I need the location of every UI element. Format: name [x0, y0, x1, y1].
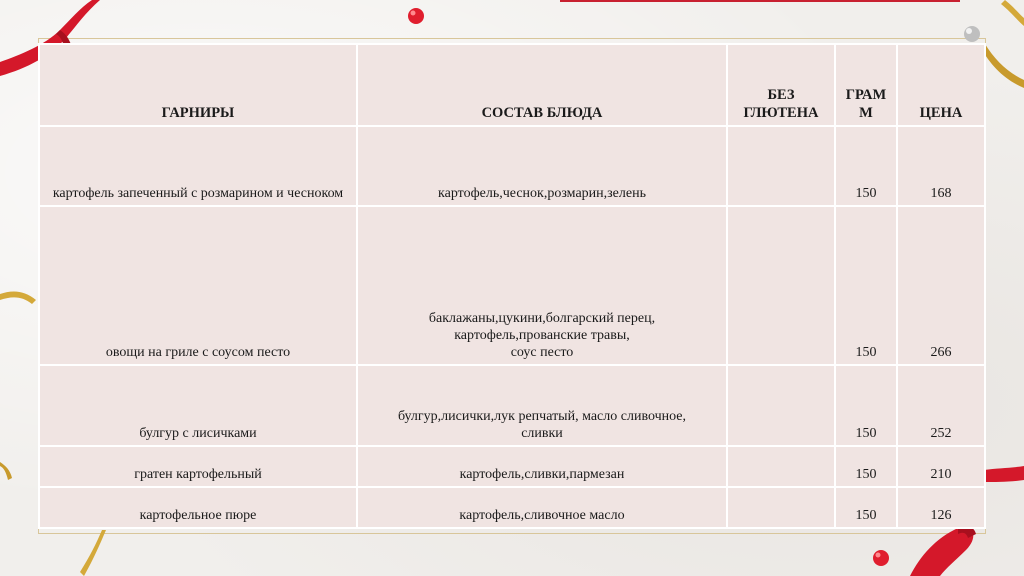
- dish-name: овощи на гриле с соусом песто: [39, 206, 357, 365]
- table-row: [39, 446, 985, 487]
- top-red-line: [560, 0, 960, 4]
- dish-price: 266: [897, 206, 985, 365]
- table-row: [39, 126, 985, 206]
- dish-grams: 150: [835, 126, 897, 206]
- dish-composition: булгур,лисички,лук репчатый, масло сливочное, сливки: [357, 365, 727, 446]
- table-row: [39, 487, 985, 528]
- header-gluten-free: БЕЗ ГЛЮТЕНА: [727, 44, 835, 126]
- dish-grams: 150: [835, 487, 897, 528]
- dish-composition: баклажаны,цукини,болгарский перец, картофель,прованские травы, соус песто: [357, 206, 727, 365]
- dish-gluten-free: [727, 126, 835, 206]
- menu-table: [38, 43, 986, 529]
- dish-gluten-free: [727, 487, 835, 528]
- gold-ribbon-bottom-icon: [80, 530, 110, 576]
- header-price: ЦЕНА: [897, 44, 985, 126]
- table-row: [39, 206, 985, 365]
- dish-name: гратен картофельный: [39, 446, 357, 487]
- dish-price: 168: [897, 126, 985, 206]
- header-grams: ГРАМ М: [835, 44, 897, 126]
- dish-gluten-free: [727, 446, 835, 487]
- gold-ribbon-left-lower-icon: [0, 458, 16, 482]
- table-header-row: [39, 44, 985, 126]
- dish-price: 210: [897, 446, 985, 487]
- header-composition: СОСТАВ БЛЮДА: [357, 44, 727, 126]
- dish-name: картофель запеченный с розмарином и чесноком: [39, 126, 357, 206]
- dish-name: картофельное пюре: [39, 487, 357, 528]
- dish-gluten-free: [727, 365, 835, 446]
- header-garnish: ГАРНИРЫ: [39, 44, 357, 126]
- table-row: [39, 365, 985, 446]
- dish-composition: картофель,сливки,пармезан: [357, 446, 727, 487]
- dish-gluten-free: [727, 206, 835, 365]
- dish-grams: 150: [835, 446, 897, 487]
- dish-composition: картофель,чеснок,розмарин,зелень: [357, 126, 727, 206]
- red-ball-bottom-icon: [871, 548, 891, 568]
- gold-ribbon-left-icon: [0, 286, 40, 316]
- dish-name: булгур с лисичками: [39, 365, 357, 446]
- dish-grams: 150: [835, 365, 897, 446]
- red-ball-icon: [406, 6, 426, 26]
- dish-price: 126: [897, 487, 985, 528]
- dish-price: 252: [897, 365, 985, 446]
- dish-composition: картофель,сливочное масло: [357, 487, 727, 528]
- dish-grams: 150: [835, 206, 897, 365]
